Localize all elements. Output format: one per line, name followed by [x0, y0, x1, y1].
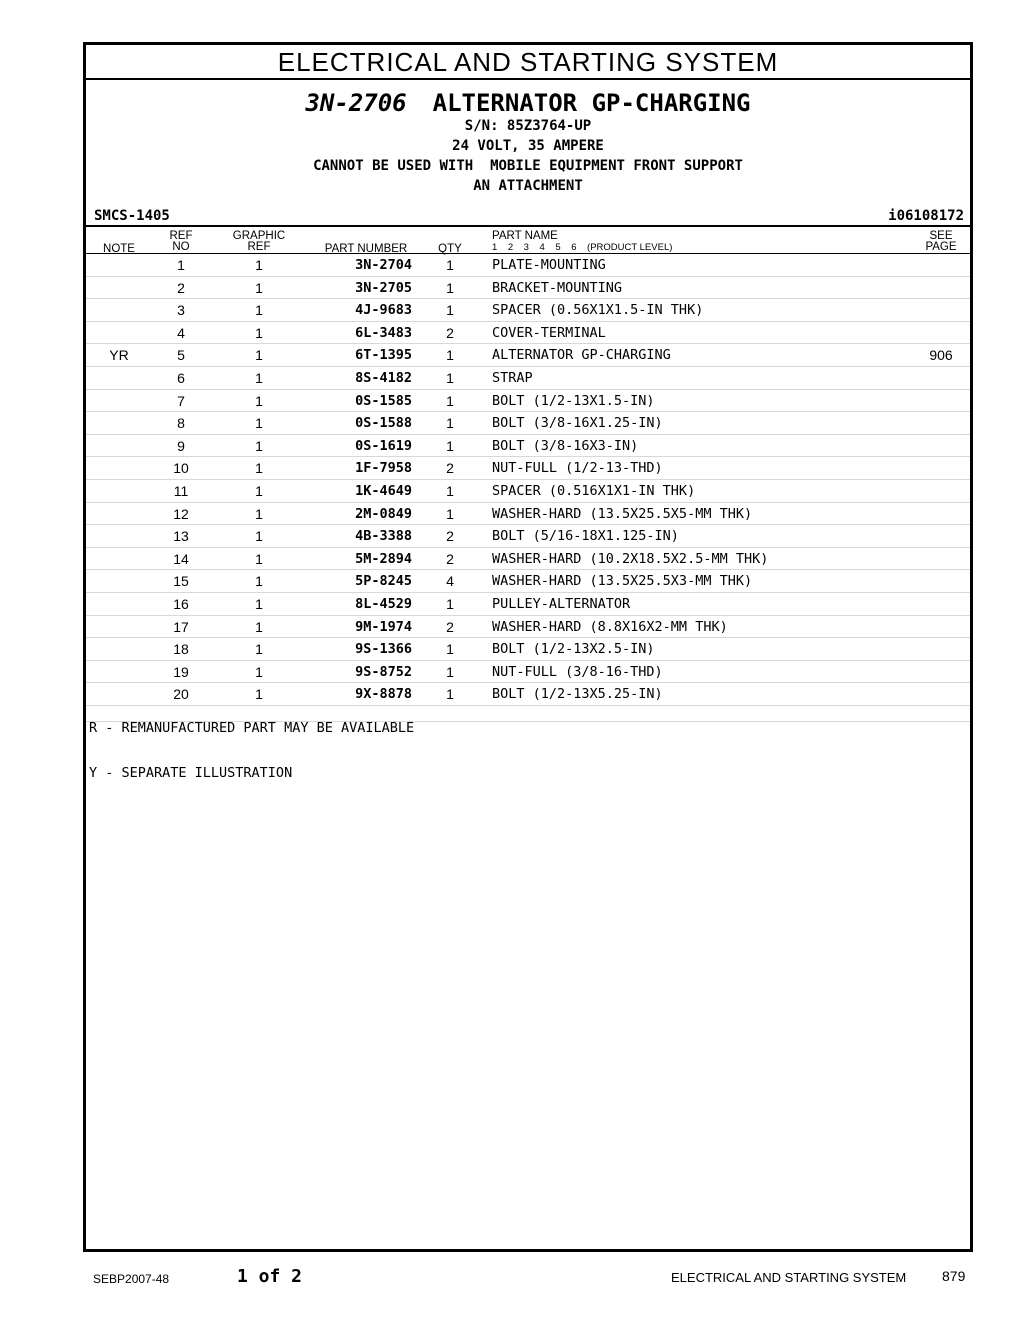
- col-qty: QTY: [438, 243, 462, 255]
- table-row: [86, 299, 970, 322]
- table-row: [86, 435, 970, 458]
- row-qty: 2: [446, 460, 454, 477]
- row-qty: 1: [446, 437, 454, 454]
- row-part-name: STRAP: [492, 369, 533, 386]
- row-part-number: 9M-1974: [355, 618, 412, 635]
- row-qty: 2: [446, 550, 454, 567]
- row-part-name: SPACER (0.56X1X1.5-IN THK): [492, 302, 704, 319]
- row-graphic-ref: 1: [255, 302, 263, 319]
- row-qty: 2: [446, 618, 454, 635]
- row-part-number: 0S-1585: [355, 392, 412, 409]
- row-qty: 1: [446, 347, 454, 364]
- row-part-number: 1K-4649: [355, 482, 412, 499]
- row-ref-no: 8: [177, 415, 185, 432]
- table-row: [86, 661, 970, 684]
- row-part-number: 2M-0849: [355, 505, 412, 522]
- row-qty: 1: [446, 641, 454, 658]
- row-part-name: BOLT (3/8-16X3-IN): [492, 437, 639, 454]
- footer-system-title: ELECTRICAL AND STARTING SYSTEM: [671, 1270, 907, 1285]
- serial-number: S/N: 85Z3764-UP: [464, 118, 592, 134]
- table-row: [86, 390, 970, 413]
- row-qty: 1: [446, 257, 454, 273]
- row-ref-no: 5: [177, 347, 185, 364]
- row-part-name: COVER-TERMINAL: [492, 324, 606, 341]
- col-note: NOTE: [103, 243, 135, 255]
- row-part-name: SPACER (0.516X1X1-IN THK): [492, 482, 696, 499]
- row-qty: 1: [446, 663, 454, 680]
- parts-table: [86, 254, 970, 706]
- parts-page-frame: [83, 42, 973, 1252]
- row-graphic-ref: 1: [255, 392, 263, 409]
- group-spec: 24 VOLT, 35 AMPERE: [452, 138, 604, 154]
- legend-divider: [86, 721, 970, 722]
- row-part-name: NUT-FULL (1/2-13-THD): [492, 460, 663, 477]
- row-graphic-ref: 1: [255, 595, 263, 612]
- table-row: [86, 277, 970, 300]
- table-row: [86, 503, 970, 526]
- row-ref-no: 17: [173, 618, 189, 635]
- row-part-name: BOLT (1/2-13X2.5-IN): [492, 641, 655, 658]
- row-ref-no: 7: [177, 392, 185, 409]
- col-part-name-label: PART NAME: [492, 230, 558, 242]
- row-part-number: 9X-8878: [355, 686, 412, 703]
- row-graphic-ref: 1: [255, 573, 263, 590]
- col-ref-top: REF: [169, 230, 193, 242]
- row-part-number: 4J-9683: [355, 302, 412, 319]
- table-row: [86, 570, 970, 593]
- page-of: 1 of 2: [237, 1266, 303, 1287]
- group-title: [86, 90, 970, 116]
- row-part-number: 1F-7958: [355, 460, 412, 477]
- row-part-number: 5M-2894: [355, 550, 412, 567]
- row-ref-no: 12: [173, 505, 189, 522]
- row-part-number: 8S-4182: [355, 369, 412, 386]
- col-part-number: PART NUMBER: [324, 243, 408, 255]
- row-graphic-ref: 1: [255, 663, 263, 680]
- group-part-number: 3N-2706: [305, 89, 407, 117]
- group-note-line-2: AN ATTACHMENT: [473, 178, 583, 194]
- row-part-name: BRACKET-MOUNTING: [492, 279, 623, 296]
- group-note-line-1: CANNOT BE USED WITH MOBILE EQUIPMENT FRONT SUPPORT: [313, 158, 743, 174]
- row-part-name: WASHER-HARD (13.5X25.5X5-MM THK): [492, 505, 753, 522]
- document-code: SEBP2007-48: [93, 1272, 170, 1286]
- row-part-number: 0S-1588: [355, 415, 412, 432]
- row-part-name: NUT-FULL (3/8-16-THD): [492, 663, 663, 680]
- row-graphic-ref: 1: [255, 505, 263, 522]
- col-see-bottom: PAGE: [925, 241, 957, 253]
- system-title: ELECTRICAL AND STARTING SYSTEM: [86, 45, 970, 80]
- row-graphic-ref: 1: [255, 437, 263, 454]
- row-ref-no: 1: [177, 257, 185, 273]
- row-ref-no: 15: [173, 573, 189, 590]
- table-row: [86, 593, 970, 616]
- row-part-number: 8L-4529: [355, 595, 412, 612]
- page-number: 879: [942, 1268, 966, 1284]
- col-graphic-top: GRAPHIC: [232, 230, 286, 242]
- col-ref-bottom: NO: [172, 241, 190, 253]
- row-part-number: 9S-1366: [355, 641, 412, 658]
- row-qty: 1: [446, 595, 454, 612]
- legend-separate-illustration: Y - SEPARATE ILLUSTRATION: [89, 765, 293, 781]
- row-ref-no: 2: [177, 279, 185, 296]
- row-qty: 1: [446, 415, 454, 432]
- row-part-number: 4B-3388: [355, 528, 412, 545]
- row-part-name: BOLT (3/8-16X1.25-IN): [492, 415, 663, 432]
- row-qty: 1: [446, 482, 454, 499]
- row-ref-no: 19: [173, 663, 189, 680]
- row-ref-no: 10: [173, 460, 189, 477]
- row-part-name: WASHER-HARD (8.8X16X2-MM THK): [492, 618, 728, 635]
- table-row: [86, 457, 970, 480]
- row-qty: 2: [446, 324, 454, 341]
- row-graphic-ref: 1: [255, 324, 263, 341]
- row-ref-no: 9: [177, 437, 185, 454]
- row-ref-no: 11: [173, 482, 189, 499]
- row-ref-no: 13: [173, 528, 189, 545]
- col-product-levels: 1 2 3 4 5 6 (PRODUCT LEVEL): [492, 242, 673, 253]
- row-graphic-ref: 1: [255, 618, 263, 635]
- row-part-name: ALTERNATOR GP-CHARGING: [492, 347, 671, 364]
- row-part-name: WASHER-HARD (13.5X25.5X3-MM THK): [492, 573, 753, 590]
- table-row: [86, 480, 970, 503]
- row-part-name: WASHER-HARD (10.2X18.5X2.5-MM THK): [492, 550, 769, 567]
- legend-remanufactured: R - REMANUFACTURED PART MAY BE AVAILABLE: [89, 720, 415, 736]
- smcs-row: [92, 208, 966, 226]
- row-graphic-ref: 1: [255, 369, 263, 386]
- row-graphic-ref: 1: [255, 257, 263, 273]
- table-row: [86, 616, 970, 639]
- table-row: [86, 322, 970, 345]
- row-ref-no: 16: [173, 595, 189, 612]
- table-row: [86, 525, 970, 548]
- row-graphic-ref: 1: [255, 279, 263, 296]
- row-graphic-ref: 1: [255, 686, 263, 703]
- illustration-id: i06108172: [888, 208, 964, 224]
- row-part-name: BOLT (5/16-18X1.125-IN): [492, 528, 679, 545]
- col-graphic-bottom: REF: [247, 241, 271, 253]
- row-part-name: PLATE-MOUNTING: [492, 257, 606, 273]
- table-row: [86, 344, 970, 367]
- row-graphic-ref: 1: [255, 415, 263, 432]
- row-ref-no: 4: [177, 324, 185, 341]
- row-part-number: 6T-1395: [355, 347, 412, 364]
- row-qty: 1: [446, 505, 454, 522]
- row-ref-no: 3: [177, 302, 185, 319]
- group-header: [86, 80, 970, 196]
- row-part-number: 5P-8245: [355, 573, 412, 590]
- row-graphic-ref: 1: [255, 550, 263, 567]
- page-footer: [0, 1262, 1020, 1292]
- row-qty: 2: [446, 528, 454, 545]
- row-part-name: BOLT (1/2-13X5.25-IN): [492, 686, 663, 703]
- row-part-number: 6L-3483: [355, 324, 412, 341]
- table-row: [86, 638, 970, 661]
- row-part-number: 3N-2704: [355, 257, 412, 273]
- table-row: [86, 254, 970, 277]
- header-divider: [86, 225, 970, 227]
- row-part-number: 0S-1619: [355, 437, 412, 454]
- row-qty: 4: [446, 573, 454, 590]
- table-row: [86, 548, 970, 571]
- row-ref-no: 20: [173, 686, 189, 703]
- row-part-name: PULLEY-ALTERNATOR: [492, 595, 631, 612]
- row-see-page: 906: [929, 347, 953, 364]
- table-row: [86, 367, 970, 390]
- row-qty: 1: [446, 279, 454, 296]
- row-qty: 1: [446, 302, 454, 319]
- smcs-code: SMCS-1405: [94, 208, 170, 224]
- row-ref-no: 18: [173, 641, 189, 658]
- row-ref-no: 14: [173, 550, 189, 567]
- row-graphic-ref: 1: [255, 460, 263, 477]
- row-graphic-ref: 1: [255, 528, 263, 545]
- group-name: ALTERNATOR GP-CHARGING: [432, 89, 751, 117]
- row-ref-no: 6: [177, 369, 185, 386]
- row-qty: 1: [446, 369, 454, 386]
- row-graphic-ref: 1: [255, 347, 263, 364]
- row-qty: 1: [446, 686, 454, 703]
- row-graphic-ref: 1: [255, 641, 263, 658]
- row-part-number: 3N-2705: [355, 279, 412, 296]
- row-graphic-ref: 1: [255, 482, 263, 499]
- table-row: [86, 412, 970, 435]
- col-see-top: SEE: [929, 230, 953, 242]
- row-note: YR: [109, 347, 129, 364]
- row-part-name: BOLT (1/2-13X1.5-IN): [492, 392, 655, 409]
- row-part-number: 9S-8752: [355, 663, 412, 680]
- row-qty: 1: [446, 392, 454, 409]
- legend: [89, 691, 414, 811]
